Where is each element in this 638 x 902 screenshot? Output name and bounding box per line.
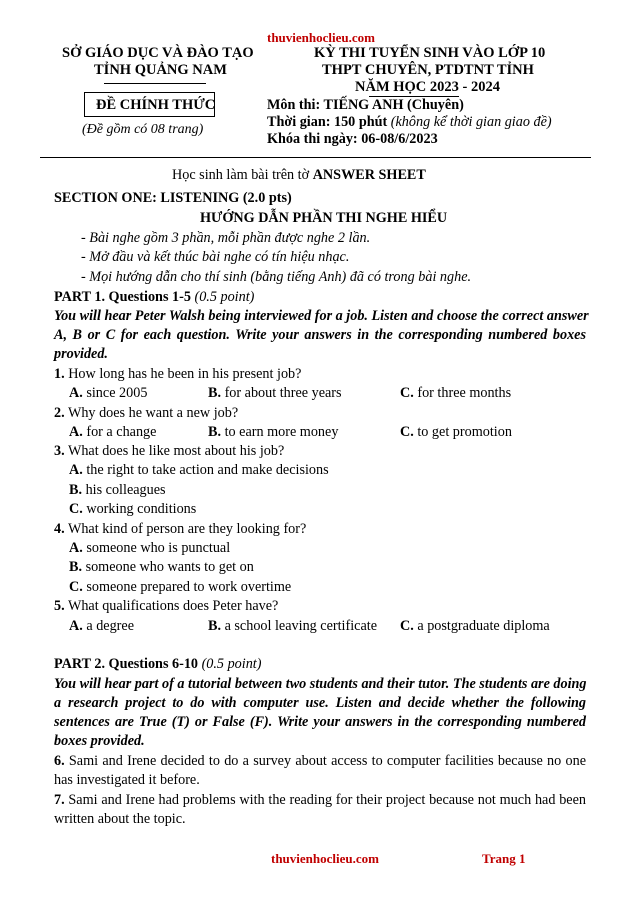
question-text: What qualifications does Peter have? [67,598,279,614]
question-1 [54,367,301,381]
q3-option-b [69,483,166,497]
option-text: for three months [417,385,512,401]
option-letter: C. [69,579,83,595]
page-number: Trang 1 [482,851,526,866]
part1-points: (0.5 point) [194,289,255,305]
option-letter: B. [69,482,83,498]
part1-instruction-line: You will hear Peter Walsh being interviewed for a job. Listen and choose the correct answer [54,308,589,324]
question-number: 5. [54,598,65,614]
option-letter: A. [69,540,83,556]
province-underline [104,83,206,84]
part2-points: (0.5 point) [201,656,262,672]
department-name: SỞ GIÁO DỤC VÀ ĐÀO TẠO [62,45,254,61]
option-text: his colleagues [85,482,166,498]
part1-title: PART 1. Questions 1-5 [54,289,191,305]
option-text: a school leaving certificate [224,618,378,634]
exam-title: KỲ THI TUYỂN SINH VÀO LỚP 10 [314,45,546,61]
question-text: What kind of person are they looking for? [67,521,307,537]
question-5 [54,599,278,613]
option-text: working conditions [86,501,197,517]
option-letter: C. [400,424,414,440]
part2-instruction-line: a research project to do with computer use. Listen and decide whether the following [54,695,586,711]
part1-instruction-line: A, B or C for each question. Write your answers in the corresponding numbered boxes [54,327,586,343]
question-3 [54,444,284,458]
q4-option-b [69,560,254,574]
question-text: How long has he been in his present job? [68,366,302,382]
statement-text: Sami and Irene had problems with the reading for their project because not much had been [68,792,586,808]
q3-option-c [69,502,196,516]
province-name: TỈNH QUẢNG NAM [94,62,227,78]
option-letter: B. [208,618,222,634]
part2-heading [54,657,261,671]
time-line [267,115,552,129]
watermark-site: thuvienhoclieu.com [267,30,375,45]
statement-number: 6. [54,753,65,769]
part1-heading [54,290,254,304]
option-text: a degree [86,618,134,634]
option-text: the right to take action and make decisions [86,462,329,478]
part2-title: PART 2. Questions 6-10 [54,656,199,672]
option-text: for a change [86,424,157,440]
question-text: Why does he want a new job? [67,405,239,421]
option-text: since 2005 [86,385,148,401]
option-text: to get promotion [417,424,512,440]
option-letter: A. [69,385,83,401]
option-letter: A. [69,462,83,478]
question-4 [54,522,306,536]
guide-item: - Bài nghe gồm 3 phần, mỗi phần được nghe 2 lần. [81,230,371,246]
option-text: someone prepared to work overtime [86,579,292,595]
question-number: 3. [54,443,65,459]
guide-item: - Mở đầu và kết thúc bài nghe có tín hiệu nhạc. [81,249,350,265]
part1-instruction-line: provided. [54,346,108,362]
part2-instruction-line: You will hear part of a tutorial between two students and their tutor. The students are doing [54,676,587,692]
header-divider [40,157,591,158]
statement-number: 7. [54,792,65,808]
q2-option-b [208,425,338,439]
school-year: NĂM HỌC 2023 - 2024 [355,79,500,95]
option-letter: B. [208,385,222,401]
footer-site: thuvienhoclieu.com [271,851,379,866]
question-number: 4. [54,521,65,537]
question-number: 1. [54,366,65,382]
q3-option-a [69,463,329,477]
q5-option-c [400,619,550,633]
q2-option-a [69,425,156,439]
answer-sheet-instruction [172,168,426,182]
statement-text: Sami and Irene decided to do a survey about access to computer facilities because no one [68,753,587,769]
guide-title: HƯỚNG DẪN PHẦN THI NGHE HIỂU [200,210,448,226]
option-text: a postgraduate diploma [417,618,550,634]
q5-option-a [69,619,134,633]
question-number: 2. [54,405,65,421]
q2-option-c [400,425,512,439]
page-count: (Đề gồm có 08 trang) [82,122,204,137]
q1-option-a [69,386,147,400]
official-label: ĐỀ CHÍNH THỨC [96,97,216,113]
subject-label: Môn thi: TIẾNG ANH (Chuyên) [267,97,464,113]
q4-option-a [69,541,230,555]
part2-instruction-line: boxes provided. [54,733,145,749]
option-text: to earn more money [224,424,339,440]
instruction-prefix: Học sinh làm bài trên tờ [172,167,313,183]
option-text: for about three years [224,385,342,401]
option-letter: B. [208,424,222,440]
time-note: (không kể thời gian giao đề) [390,114,552,130]
question-2 [54,406,238,420]
statement-6 [54,754,586,768]
option-letter: B. [69,559,83,575]
instruction-answer-sheet: ANSWER SHEET [312,167,426,183]
statement-7 [54,793,586,807]
q1-option-b [208,386,342,400]
exam-date: Khóa thi ngày: 06-08/6/2023 [267,131,438,147]
statement-7-cont: written about the topic. [54,811,186,827]
question-text: What does he like most about his job? [67,443,285,459]
q5-option-b [208,619,377,633]
time-label: Thời gian: 150 phút [267,114,388,130]
option-text: someone who wants to get on [85,559,254,575]
part2-instruction-line: sentences are True (T) or False (F). Write your answers in the corresponding numbered [54,714,586,730]
q1-option-c [400,386,511,400]
option-letter: A. [69,618,83,634]
option-text: someone who is punctual [86,540,231,556]
guide-item: - Mọi hướng dẫn cho thí sinh (bằng tiếng Anh) đã có trong bài nghe. [81,269,472,285]
exam-subtitle: THPT CHUYÊN, PTDTNT TỈNH [322,62,534,78]
option-letter: C. [400,385,414,401]
option-letter: C. [400,618,414,634]
option-letter: A. [69,424,83,440]
option-letter: C. [69,501,83,517]
section-title: SECTION ONE: LISTENING (2.0 pts) [54,190,292,206]
statement-6-cont: has investigated it before. [54,772,200,788]
q4-option-c [69,580,291,594]
